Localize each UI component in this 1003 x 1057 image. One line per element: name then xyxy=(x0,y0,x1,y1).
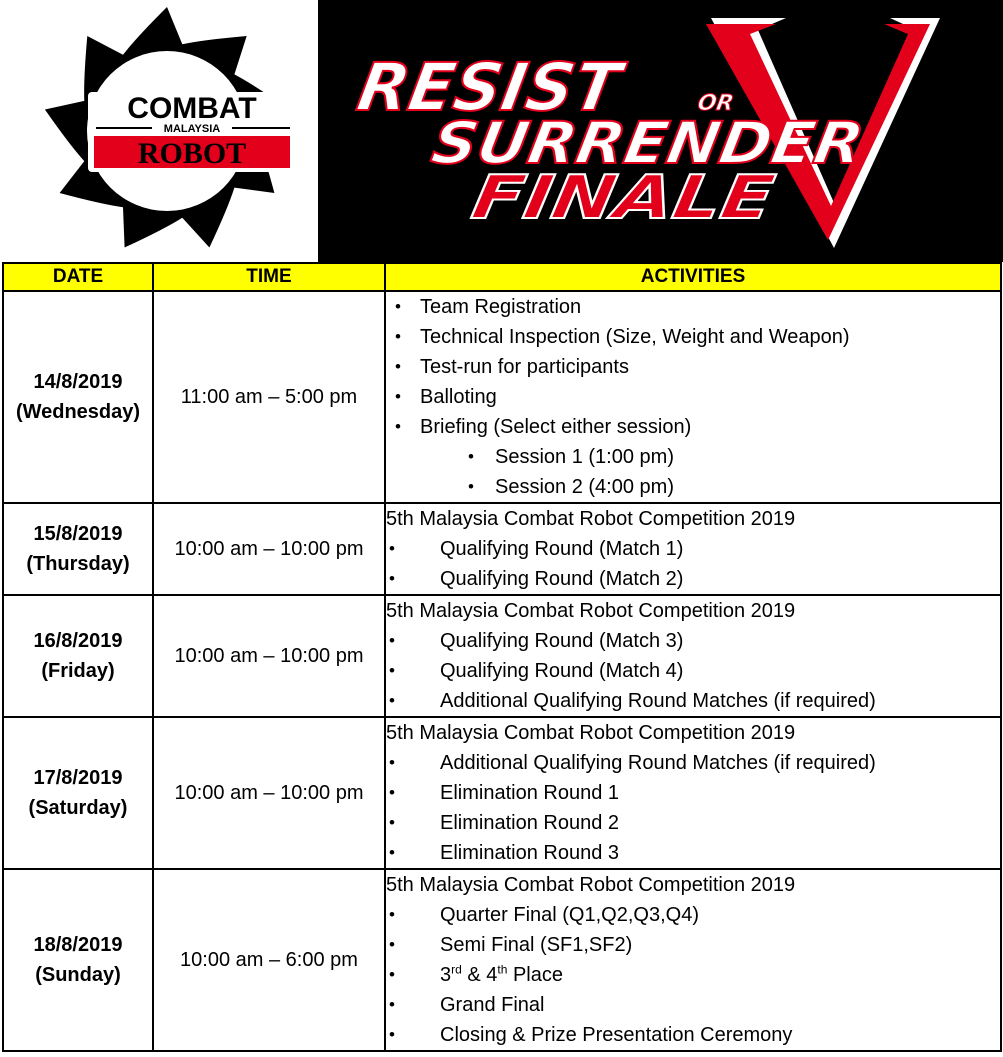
day-value: (Saturday) xyxy=(28,797,128,819)
activities-cell xyxy=(385,291,1001,503)
date-cell xyxy=(3,291,153,503)
column-header-time: TIME xyxy=(153,263,385,291)
list-item: • Qualifying Round (Match 1) xyxy=(386,534,1000,564)
list-item: • Additional Qualifying Round Matches (if required) xyxy=(386,686,1000,716)
list-item: • Additional Qualifying Round Matches (if required) xyxy=(386,748,1000,778)
activities-cell xyxy=(385,869,1001,1051)
column-header-activities: ACTIVITIES xyxy=(385,263,1001,291)
list-item: • Grand Final xyxy=(386,990,1000,1020)
list-item: • Balloting xyxy=(386,382,1000,412)
ordinal-suffix-rd: rd xyxy=(451,962,462,977)
day-value: (Wednesday) xyxy=(15,401,141,423)
list-item: • Elimination Round 1 xyxy=(386,778,1000,808)
logo-word-malaysia: MALAYSIA xyxy=(163,123,221,135)
time-cell: 10:00 am – 6:00 pm xyxy=(153,869,385,1051)
day-value: (Thursday) xyxy=(26,553,130,575)
activities-heading: 5th Malaysia Combat Robot Competition 2019 xyxy=(386,874,796,896)
day-value: (Friday) xyxy=(41,660,115,682)
date-cell xyxy=(3,869,153,1051)
place-label: Place xyxy=(507,964,563,986)
schedule-row-friday xyxy=(3,595,1001,717)
table-header-row xyxy=(3,263,1001,291)
schedule-row-sunday xyxy=(3,869,1001,1051)
schedule-row-saturday xyxy=(3,717,1001,869)
date-value: 16/8/2019 xyxy=(33,630,123,652)
time-cell: 10:00 am – 10:00 pm xyxy=(153,503,385,595)
activities-heading: 5th Malaysia Combat Robot Competition 2019 xyxy=(386,722,796,744)
event-banner xyxy=(0,0,1003,262)
logo-word-combat: COMBAT xyxy=(127,92,257,125)
event-schedule-table xyxy=(2,262,1002,1052)
title-resist: RESIST xyxy=(351,48,626,126)
list-item: • Briefing (Select either session) xyxy=(386,412,1000,442)
list-item: • Elimination Round 3 xyxy=(386,838,1000,868)
title-or: OR xyxy=(695,90,736,116)
activities-cell xyxy=(385,717,1001,869)
sub-list-item: • Session 2 (4:00 pm) xyxy=(386,472,1000,502)
time-cell: 10:00 am – 10:00 pm xyxy=(153,595,385,717)
schedule-row-thursday xyxy=(3,503,1001,595)
sub-list-item: • Session 1 (1:00 pm) xyxy=(386,442,1000,472)
list-item: • Test-run for participants xyxy=(386,352,1000,382)
activities-heading: 5th Malaysia Combat Robot Competition 2019 xyxy=(386,600,796,622)
combat-robot-malaysia-logo xyxy=(0,0,318,262)
saw-blade-logo-icon xyxy=(0,0,318,262)
list-item: • Qualifying Round (Match 4) xyxy=(386,656,1000,686)
time-cell: 11:00 am – 5:00 pm xyxy=(153,291,385,503)
date-cell xyxy=(3,717,153,869)
day-value: (Sunday) xyxy=(35,964,121,986)
date-cell xyxy=(3,503,153,595)
date-value: 18/8/2019 xyxy=(33,934,123,956)
list-item: • Elimination Round 2 xyxy=(386,808,1000,838)
title-artwork xyxy=(318,0,1003,262)
activities-heading: 5th Malaysia Combat Robot Competition 2019 xyxy=(386,508,796,530)
ordinal-suffix-th: th xyxy=(497,962,508,977)
date-value: 17/8/2019 xyxy=(33,767,123,789)
list-item: • Semi Final (SF1,SF2) xyxy=(386,930,1000,960)
date-value: 15/8/2019 xyxy=(33,523,123,545)
activities-cell xyxy=(385,595,1001,717)
title-surrender: SURRENDER xyxy=(426,109,838,177)
list-item: • Technical Inspection (Size, Weight and Weapon) xyxy=(386,322,1000,352)
list-item: • Team Registration xyxy=(386,292,1000,322)
list-item: • Quarter Final (Q1,Q2,Q3,Q4) xyxy=(386,900,1000,930)
column-header-date: DATE xyxy=(3,263,153,291)
list-item: • Qualifying Round (Match 3) xyxy=(386,626,1000,656)
schedule-row-wednesday xyxy=(3,291,1001,503)
resist-or-surrender-title xyxy=(318,0,1003,262)
list-item: • Qualifying Round (Match 2) xyxy=(386,564,1000,594)
place-number-3: 3 xyxy=(440,964,452,986)
date-value: 14/8/2019 xyxy=(33,371,123,393)
time-cell: 10:00 am – 10:00 pm xyxy=(153,717,385,869)
place-and-4: & 4 xyxy=(461,964,498,986)
date-cell xyxy=(3,595,153,717)
activities-cell xyxy=(385,503,1001,595)
list-item xyxy=(386,960,1000,990)
title-finale: FINALE xyxy=(466,163,719,233)
logo-word-robot: ROBOT xyxy=(137,137,247,170)
list-item: • Closing & Prize Presentation Ceremony xyxy=(386,1020,1000,1050)
